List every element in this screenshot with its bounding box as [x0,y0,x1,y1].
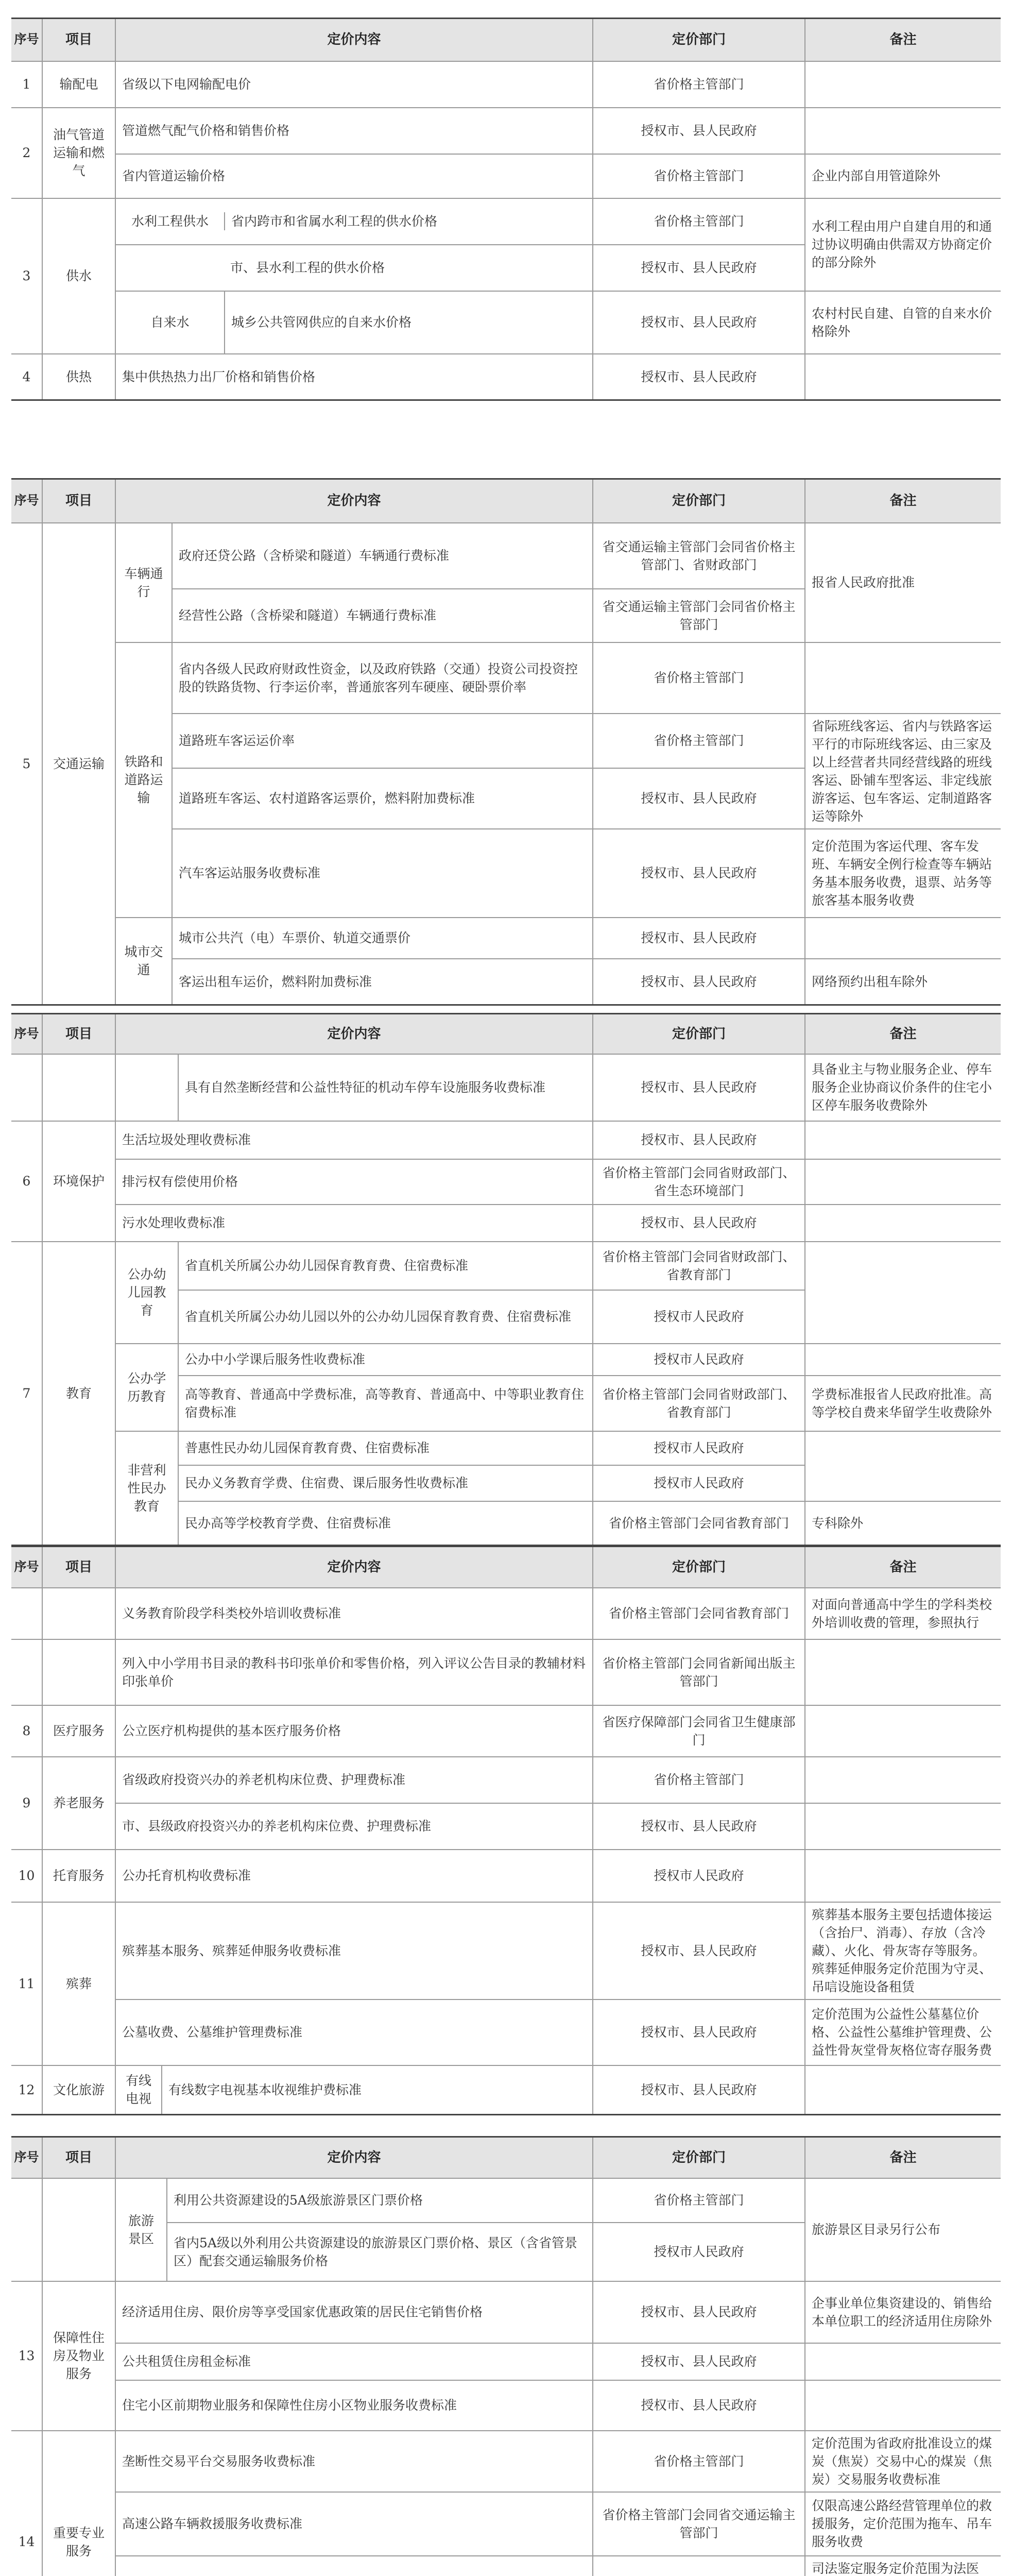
header-note: 备注 [805,1014,1001,1054]
header-content: 定价内容 [115,2137,593,2178]
row-note [805,1850,1001,1902]
row-number: 3 [11,198,42,354]
row-dept: 授权市、县人民政府 [593,2343,805,2380]
row-dept: 授权市、县人民政府 [593,2380,805,2431]
row-content: 市、县水利工程的供水价格 [115,245,593,291]
empty-cell [805,1242,1001,1344]
row-number: 9 [11,1757,42,1850]
row-dept [593,2556,805,2576]
row-dept: 省价格主管部门 [593,642,805,714]
row-note [805,1705,1001,1757]
empty-cell [11,1588,42,1639]
row-content: 普惠性民办幼儿园保育教育费、住宿费标准 [178,1431,593,1465]
row-number: 12 [11,2065,42,2115]
row-dept: 授权市人民政府 [593,1465,805,1501]
row-item: 文化旅游 [42,2065,115,2115]
header-item: 项目 [42,1014,115,1054]
row-note: 定价范围为客运代理、客车发班、车辆安全例行检查等车辆站务基本服务收费，退票、站务等旅客基本服务收费 [805,829,1001,918]
empty-cell [805,1431,1001,1501]
row-content: 义务教育阶段学科类校外培训收费标准 [115,1588,593,1639]
row-item: 重要专业服务 [42,2431,115,2576]
row-content: 高等教育、普通高中学费标准，高等教育、普通高中、中等职业教育住宿费标准 [178,1376,593,1431]
header-seq: 序号 [11,479,42,523]
row-note: 定价范围为省政府批准设立的煤炭（焦炭）交易中心的煤炭（焦炭）交易服务收费标准 [805,2431,1001,2492]
row-content: 民办义务教育学费、住宿费、课后服务性收费标准 [178,1465,593,1501]
row-note: 对面向普通高中学生的学科类校外培训收费的管理，参照执行 [805,1588,1001,1639]
row-item: 医疗服务 [42,1705,115,1757]
row-dept: 授权市人民政府 [593,1344,805,1376]
row-content: 集中供热热力出厂价格和销售价格 [115,354,593,400]
sub-category: 旅游景区 [115,2178,167,2281]
row-content: 有线数字电视基本收视维护费标准 [162,2065,593,2115]
header-seq: 序号 [11,19,42,61]
row-dept: 省价格主管部门会同省交通运输主管部门 [593,2492,805,2556]
row-dept: 省价格主管部门 [593,198,805,245]
row-note: 殡葬基本服务主要包括遗体接运（含抬尸、消毒）、存放（含冷藏）、火化、骨灰寄存等服务。殡葬延伸服务定价范围为守灵、吊唁设施设备租赁 [805,1902,1001,1999]
header-content: 定价内容 [115,1014,593,1054]
row-content: 省直机关所属公办幼儿园保育教育费、住宿费标准 [178,1242,593,1290]
row-note [805,2343,1001,2380]
header-note: 备注 [805,1547,1001,1588]
sub-category: 车辆通行 [115,523,172,642]
row-content: 市、县级政府投资兴办的养老机构床位费、护理费标准 [115,1803,593,1850]
row-dept: 授权市、县人民政府 [593,1054,805,1121]
empty-cell [11,1639,42,1705]
row-item: 输配电 [42,61,115,108]
row-note [805,1757,1001,1803]
row-content: 公办中小学课后服务性收费标准 [178,1344,593,1376]
row-content: 列入中小学用书目录的教科书印张单价和零售价格，列入评议公告目录的教辅材料印张单价 [115,1639,593,1705]
content-cell [115,198,593,245]
row-dept: 省价格主管部门会同省新闻出版主管部门 [593,1639,805,1705]
row-dept: 授权市、县人民政府 [593,108,805,154]
row-dept: 省价格主管部门会同省财政部门、省教育部门 [593,1376,805,1431]
sub-category: 城市交通 [115,918,172,1005]
row-note [805,2065,1001,2115]
header-content: 定价内容 [115,479,593,523]
row-dept: 省交通运输主管部门会同省价格主管部门、省财政部门 [593,523,805,589]
row-note: 学费标准报省人民政府批准。高等学校自费来华留学生收费除外 [805,1376,1001,1431]
empty-cell [42,1054,115,1121]
row-content: 经济适用住房、限价房等享受国家优惠政策的居民住宅销售价格 [115,2281,593,2343]
row-number: 1 [11,61,42,108]
row-number: 2 [11,108,42,198]
empty-cell [11,2178,42,2281]
row-content: 城乡公共管网供应的自来水价格 [231,315,412,330]
row-dept: 授权市、县人民政府 [593,1902,805,1999]
row-content: 汽车客运站服务收费标准 [172,829,593,918]
sub-category: 公办学历教育 [115,1344,178,1431]
sub-category: 自来水 [116,292,225,353]
row-dept: 授权市人民政府 [593,1850,805,1902]
row-content: 垄断性交易平台交易服务收费标准 [115,2431,593,2492]
row-note [805,1159,1001,1205]
row-note [805,1803,1001,1850]
header-content: 定价内容 [115,1547,593,1588]
row-content: 省内管道运输价格 [115,154,593,198]
row-item: 交通运输 [42,523,115,1005]
row-note: 定价范围为公益性公墓墓位价格、公益性公墓维护管理费、公益性骨灰堂骨灰格位寄存服务费 [805,1999,1001,2065]
row-dept: 省价格主管部门 [593,2178,805,2223]
row-content: 客运出租车运价，燃料附加费标准 [172,959,593,1005]
header-item: 项目 [42,479,115,523]
row-note [805,108,1001,154]
row-dept: 授权市、县人民政府 [593,245,805,291]
row-content: 省直机关所属公办幼儿园以外的公办幼儿园保育教育费、住宿费标准 [178,1290,593,1344]
row-dept: 省医疗保障部门会同省卫生健康部门 [593,1705,805,1757]
row-note [805,1121,1001,1159]
row-dept: 省价格主管部门会同省财政部门、省生态环境部门 [593,1159,805,1205]
row-dept: 授权市、县人民政府 [593,918,805,959]
row-content: 经营性公路（含桥梁和隧道）车辆通行费标准 [172,589,593,642]
row-content: 高速公路车辆救援服务收费标准 [115,2492,593,2556]
row-note [805,918,1001,959]
header-dept: 定价部门 [593,1547,805,1588]
row-note: 农村村民自建、自管的自来水价格除外 [805,291,1001,354]
row-content: 殡葬基本服务、殡葬延伸服务收费标准 [115,1902,593,1999]
row-dept: 授权市、县人民政府 [593,291,805,354]
row-number: 13 [11,2281,42,2431]
empty-cell [115,1054,178,1121]
row-content: 公共租赁住房租金标准 [115,2343,593,2380]
row-note: 报省人民政府批准 [805,523,1001,642]
header-seq: 序号 [11,2137,42,2178]
row-content: 生活垃圾处理收费标准 [115,1121,593,1159]
row-number: 10 [11,1850,42,1902]
row-dept: 省交通运输主管部门会同省价格主管部门 [593,589,805,642]
row-dept: 省价格主管部门会同省教育部门 [593,1588,805,1639]
sub-category: 有线电视 [115,2065,162,2115]
row-item: 供热 [42,354,115,400]
row-content: 管道燃气配气价格和销售价格 [115,108,593,154]
row-note [805,642,1001,714]
row-note: 具备业主与物业服务企业、停车服务企业协商议价条件的住宅小区停车服务收费除外 [805,1054,1001,1121]
row-note: 仅限高速公路经营管理单位的救援服务，定价范围为拖车、吊车服务收费 [805,2492,1001,2556]
header-item: 项目 [42,19,115,61]
row-number: 11 [11,1902,42,2065]
row-number: 6 [11,1121,42,1242]
row-content: 省内各级人民政府财政性资金，以及政府铁路（交通）投资公司投资控股的铁路货物、行李运价率，普通旅客列车硬座、硬卧票价率 [172,642,593,714]
row-dept: 授权市、县人民政府 [593,1803,805,1850]
row-dept: 授权市、县人民政府 [593,2281,805,2343]
header-item: 项目 [42,2137,115,2178]
row-item: 托育服务 [42,1850,115,1902]
price-table-part-3 [11,1013,1001,1546]
row-content: 公墓收费、公墓维护管理费标准 [115,1999,593,2065]
row-dept: 授权市、县人民政府 [593,768,805,828]
row-note: 专科除外 [805,1501,1001,1546]
row-content: 道路班车客运运价率 [172,714,593,769]
row-number: 8 [11,1705,42,1757]
row-content: 住宅小区前期物业服务和保障性住房小区物业服务收费标准 [115,2380,593,2431]
row-dept: 授权市人民政府 [593,1431,805,1465]
row-content: 公办托育机构收费标准 [115,1850,593,1902]
row-note: 企业内部自用管道除外 [805,154,1001,198]
header-item: 项目 [42,1547,115,1588]
row-item: 殡葬 [42,1902,115,2065]
header-dept: 定价部门 [593,2137,805,2178]
row-content: 政府还贷公路（含桥梁和隧道）车辆通行费标准 [172,523,593,589]
row-item: 油气管道运输和燃气 [42,108,115,198]
content-cell [115,291,593,354]
row-note: 司法鉴定服务定价范围为法医 [805,2556,1001,2576]
row-content: 省内跨市和省属水利工程的供水价格 [231,214,438,229]
row-content: 污水处理收费标准 [115,1205,593,1242]
row-dept: 省价格主管部门 [593,714,805,769]
row-dept: 省价格主管部门 [593,1757,805,1803]
empty-cell [42,1588,115,1639]
row-note [805,1639,1001,1705]
row-note [805,2380,1001,2431]
row-dept: 授权市、县人民政府 [593,2065,805,2115]
row-content: 道路班车客运、农村道路客运票价，燃料附加费标准 [172,768,593,828]
row-number: 7 [11,1242,42,1546]
header-seq: 序号 [11,1014,42,1054]
price-table-part-1 [11,18,1001,401]
empty-cell [42,1639,115,1705]
row-note: 水利工程由用户自建自用的和通过协议明确由供需双方协商定价的部分除外 [805,198,1001,291]
header-seq: 序号 [11,1547,42,1588]
row-dept: 省价格主管部门会同省财政部门、省教育部门 [593,1242,805,1290]
row-content: 省级政府投资兴办的养老机构床位费、护理费标准 [115,1757,593,1803]
empty-cell [11,1054,42,1121]
sub-category: 水利工程供水 [116,212,225,230]
row-dept: 授权市、县人民政府 [593,1205,805,1242]
row-item: 环境保护 [42,1121,115,1242]
row-note [805,1205,1001,1242]
row-item: 养老服务 [42,1757,115,1850]
row-content: 具有自然垄断经营和公益性特征的机动车停车设施服务收费标准 [178,1054,593,1121]
sub-category: 铁路和道路运输 [115,642,172,918]
row-content: 排污权有偿使用价格 [115,1159,593,1205]
row-number: 14 [11,2431,42,2576]
row-dept: 省价格主管部门会同省教育部门 [593,1501,805,1546]
row-content: 城市公共汽（电）车票价、轨道交通票价 [172,918,593,959]
row-item: 供水 [42,198,115,354]
row-content: 省级以下电网输配电价 [115,61,593,108]
row-dept: 授权市、县人民政府 [593,354,805,400]
row-note: 省际班线客运、省内与铁路客运平行的市际班线客运、由三家及以上经营者共同经营线路的班线客运、卧铺车型客运、非定线旅游客运、包车客运、定制道路客运等除外 [805,714,1001,829]
sub-category: 公办幼儿园教育 [115,1242,178,1344]
row-content: 省内5A级以外利用公共资源建设的旅游景区门票价格、景区（含省管景区）配套交通运输服务价格 [167,2223,593,2281]
row-number: 5 [11,523,42,1005]
row-item: 教育 [42,1242,115,1546]
header-note: 备注 [805,19,1001,61]
row-note: 网络预约出租车除外 [805,959,1001,1005]
row-dept: 授权市、县人民政府 [593,829,805,918]
header-dept: 定价部门 [593,479,805,523]
row-content: 公立医疗机构提供的基本医疗服务价格 [115,1705,593,1757]
price-table-part-2 [11,478,1001,1006]
row-note [805,354,1001,400]
row-dept: 省价格主管部门 [593,154,805,198]
row-dept: 授权市、县人民政府 [593,1121,805,1159]
row-number: 4 [11,354,42,400]
sub-category: 非营利性民办教育 [115,1431,178,1546]
header-dept: 定价部门 [593,1014,805,1054]
row-dept: 授权市、县人民政府 [593,959,805,1005]
price-table-part-4 [11,1546,1001,2115]
row-content: 利用公共资源建设的5A级旅游景区门票价格 [167,2178,593,2223]
row-content [115,2556,593,2576]
row-note: 企事业单位集资建设的、销售给本单位职工的经济适用住房除外 [805,2281,1001,2343]
header-content: 定价内容 [115,19,593,61]
empty-cell [805,1344,1001,1376]
empty-cell [42,2178,115,2281]
row-dept: 授权市、县人民政府 [593,1999,805,2065]
row-item: 保障性住房及物业服务 [42,2281,115,2431]
row-content: 民办高等学校教育学费、住宿费标准 [178,1501,593,1546]
row-note: 旅游景区目录另行公布 [805,2178,1001,2281]
row-dept: 授权市人民政府 [593,1290,805,1344]
row-dept: 授权市人民政府 [593,2223,805,2281]
header-note: 备注 [805,479,1001,523]
price-table-part-5 [11,2136,1001,2576]
row-dept: 省价格主管部门 [593,2431,805,2492]
row-note [805,61,1001,108]
header-note: 备注 [805,2137,1001,2178]
row-dept: 省价格主管部门 [593,61,805,108]
header-dept: 定价部门 [593,19,805,61]
